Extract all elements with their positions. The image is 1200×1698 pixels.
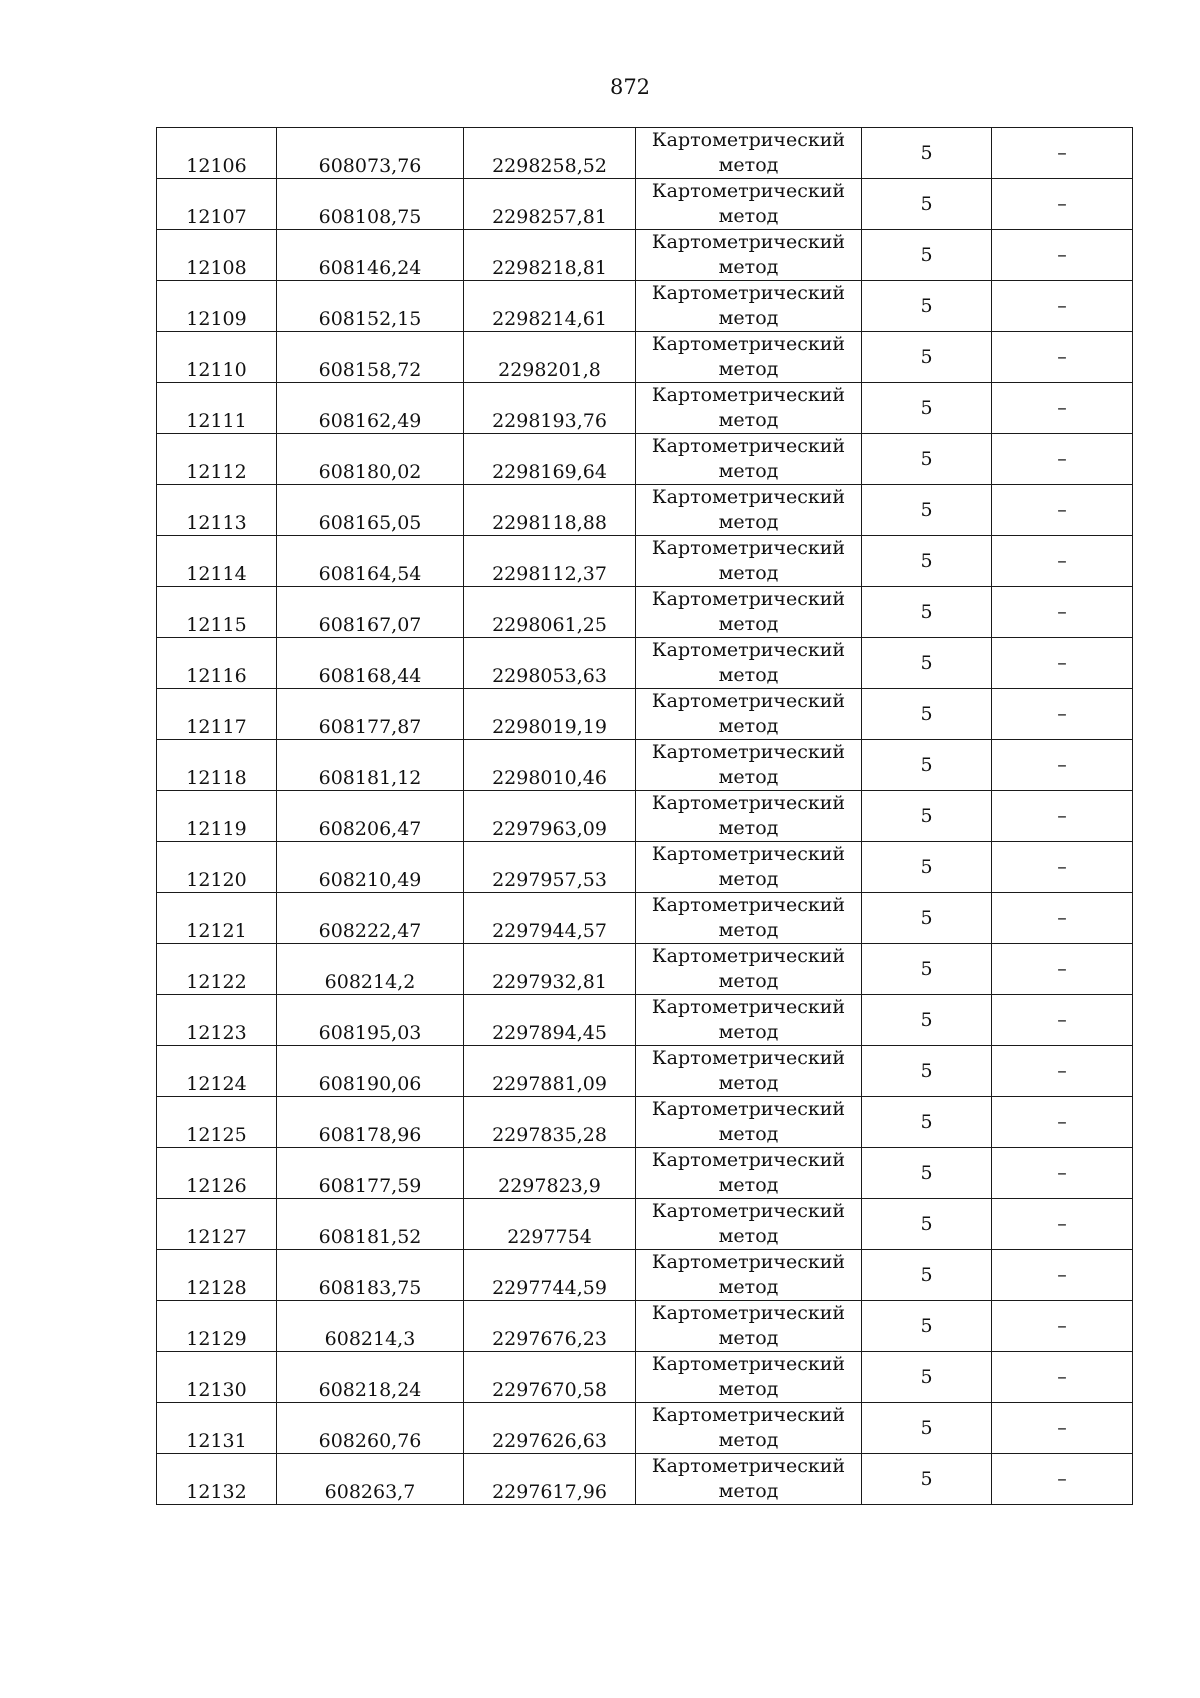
point-number-cell: 12106 — [157, 128, 277, 179]
point-number-cell: 12128 — [157, 1250, 277, 1301]
y-coordinate-cell: 2297823,9 — [464, 1148, 636, 1199]
table-row — [157, 434, 1133, 485]
table-row — [157, 842, 1133, 893]
method-cell: Картометрический метод — [636, 230, 862, 281]
method-cell: Картометрический метод — [636, 1199, 862, 1250]
note-cell: – — [992, 1199, 1133, 1250]
precision-cell: 5 — [862, 893, 992, 944]
point-number-cell: 12113 — [157, 485, 277, 536]
y-coordinate-cell: 2297744,59 — [464, 1250, 636, 1301]
precision-cell: 5 — [862, 1403, 992, 1454]
x-coordinate-cell: 608168,44 — [277, 638, 464, 689]
x-coordinate-cell: 608214,3 — [277, 1301, 464, 1352]
method-cell: Картометрический метод — [636, 638, 862, 689]
point-number-cell: 12107 — [157, 179, 277, 230]
note-cell: – — [992, 1301, 1133, 1352]
point-number-cell: 12125 — [157, 1097, 277, 1148]
precision-cell: 5 — [862, 842, 992, 893]
note-cell: – — [992, 1352, 1133, 1403]
method-cell: Картометрический метод — [636, 842, 862, 893]
method-cell: Картометрический метод — [636, 1097, 862, 1148]
table-row — [157, 638, 1133, 689]
y-coordinate-cell: 2298061,25 — [464, 587, 636, 638]
table-row — [157, 689, 1133, 740]
x-coordinate-cell: 608165,05 — [277, 485, 464, 536]
y-coordinate-cell: 2297754 — [464, 1199, 636, 1250]
y-coordinate-cell: 2297944,57 — [464, 893, 636, 944]
y-coordinate-cell: 2298257,81 — [464, 179, 636, 230]
table-row — [157, 485, 1133, 536]
x-coordinate-cell: 608158,72 — [277, 332, 464, 383]
y-coordinate-cell: 2298169,64 — [464, 434, 636, 485]
table-row — [157, 1250, 1133, 1301]
y-coordinate-cell: 2297894,45 — [464, 995, 636, 1046]
method-cell: Картометрический метод — [636, 536, 862, 587]
x-coordinate-cell: 608190,06 — [277, 1046, 464, 1097]
coordinates-table — [156, 127, 1133, 1505]
note-cell: – — [992, 332, 1133, 383]
point-number-cell: 12116 — [157, 638, 277, 689]
precision-cell: 5 — [862, 1454, 992, 1505]
x-coordinate-cell: 608180,02 — [277, 434, 464, 485]
precision-cell: 5 — [862, 587, 992, 638]
x-coordinate-cell: 608108,75 — [277, 179, 464, 230]
precision-cell: 5 — [862, 383, 992, 434]
x-coordinate-cell: 608177,59 — [277, 1148, 464, 1199]
precision-cell: 5 — [862, 1148, 992, 1199]
point-number-cell: 12114 — [157, 536, 277, 587]
table-row — [157, 1046, 1133, 1097]
x-coordinate-cell: 608195,03 — [277, 995, 464, 1046]
note-cell: – — [992, 128, 1133, 179]
point-number-cell: 12131 — [157, 1403, 277, 1454]
x-coordinate-cell: 608162,49 — [277, 383, 464, 434]
y-coordinate-cell: 2298193,76 — [464, 383, 636, 434]
method-cell: Картометрический метод — [636, 485, 862, 536]
precision-cell: 5 — [862, 995, 992, 1046]
note-cell: – — [992, 1454, 1133, 1505]
precision-cell: 5 — [862, 944, 992, 995]
x-coordinate-cell: 608181,12 — [277, 740, 464, 791]
page-number: 872 — [609, 75, 651, 99]
note-cell: – — [992, 485, 1133, 536]
table-row — [157, 1301, 1133, 1352]
note-cell: – — [992, 1250, 1133, 1301]
y-coordinate-cell: 2297626,63 — [464, 1403, 636, 1454]
y-coordinate-cell: 2297881,09 — [464, 1046, 636, 1097]
table-row — [157, 944, 1133, 995]
precision-cell: 5 — [862, 536, 992, 587]
point-number-cell: 12117 — [157, 689, 277, 740]
method-cell: Картометрический метод — [636, 1301, 862, 1352]
point-number-cell: 12120 — [157, 842, 277, 893]
y-coordinate-cell: 2298214,61 — [464, 281, 636, 332]
method-cell: Картометрический метод — [636, 1148, 862, 1199]
table-row — [157, 281, 1133, 332]
table-row — [157, 1403, 1133, 1454]
y-coordinate-cell: 2298118,88 — [464, 485, 636, 536]
method-cell: Картометрический метод — [636, 689, 862, 740]
x-coordinate-cell: 608146,24 — [277, 230, 464, 281]
note-cell: – — [992, 383, 1133, 434]
note-cell: – — [992, 1097, 1133, 1148]
precision-cell: 5 — [862, 1199, 992, 1250]
method-cell: Картометрический метод — [636, 1046, 862, 1097]
precision-cell: 5 — [862, 128, 992, 179]
y-coordinate-cell: 2298010,46 — [464, 740, 636, 791]
point-number-cell: 12132 — [157, 1454, 277, 1505]
note-cell: – — [992, 995, 1133, 1046]
y-coordinate-cell: 2297957,53 — [464, 842, 636, 893]
y-coordinate-cell: 2298019,19 — [464, 689, 636, 740]
y-coordinate-cell: 2297617,96 — [464, 1454, 636, 1505]
method-cell: Картометрический метод — [636, 1250, 862, 1301]
point-number-cell: 12109 — [157, 281, 277, 332]
precision-cell: 5 — [862, 740, 992, 791]
method-cell: Картометрический метод — [636, 944, 862, 995]
precision-cell: 5 — [862, 332, 992, 383]
y-coordinate-cell: 2298218,81 — [464, 230, 636, 281]
table-row — [157, 179, 1133, 230]
point-number-cell: 12122 — [157, 944, 277, 995]
table-row — [157, 536, 1133, 587]
note-cell: – — [992, 893, 1133, 944]
precision-cell: 5 — [862, 1352, 992, 1403]
table-row — [157, 995, 1133, 1046]
precision-cell: 5 — [862, 638, 992, 689]
precision-cell: 5 — [862, 791, 992, 842]
y-coordinate-cell: 2297932,81 — [464, 944, 636, 995]
x-coordinate-cell: 608210,49 — [277, 842, 464, 893]
point-number-cell: 12124 — [157, 1046, 277, 1097]
x-coordinate-cell: 608222,47 — [277, 893, 464, 944]
x-coordinate-cell: 608167,07 — [277, 587, 464, 638]
note-cell: – — [992, 1148, 1133, 1199]
point-number-cell: 12123 — [157, 995, 277, 1046]
point-number-cell: 12108 — [157, 230, 277, 281]
x-coordinate-cell: 608164,54 — [277, 536, 464, 587]
coordinates-table-body — [157, 128, 1133, 1505]
precision-cell: 5 — [862, 689, 992, 740]
method-cell: Картометрический метод — [636, 1352, 862, 1403]
x-coordinate-cell: 608073,76 — [277, 128, 464, 179]
note-cell: – — [992, 791, 1133, 842]
method-cell: Картометрический метод — [636, 332, 862, 383]
note-cell: – — [992, 1403, 1133, 1454]
y-coordinate-cell: 2297676,23 — [464, 1301, 636, 1352]
y-coordinate-cell: 2298053,63 — [464, 638, 636, 689]
method-cell: Картометрический метод — [636, 383, 862, 434]
note-cell: – — [992, 944, 1133, 995]
precision-cell: 5 — [862, 1250, 992, 1301]
note-cell: – — [992, 842, 1133, 893]
table-row — [157, 128, 1133, 179]
y-coordinate-cell: 2298201,8 — [464, 332, 636, 383]
point-number-cell: 12127 — [157, 1199, 277, 1250]
y-coordinate-cell: 2297670,58 — [464, 1352, 636, 1403]
table-row — [157, 1454, 1133, 1505]
note-cell: – — [992, 536, 1133, 587]
x-coordinate-cell: 608214,2 — [277, 944, 464, 995]
x-coordinate-cell: 608218,24 — [277, 1352, 464, 1403]
precision-cell: 5 — [862, 179, 992, 230]
table-row — [157, 791, 1133, 842]
table-row — [157, 230, 1133, 281]
method-cell: Картометрический метод — [636, 281, 862, 332]
table-row — [157, 1199, 1133, 1250]
point-number-cell: 12112 — [157, 434, 277, 485]
method-cell: Картометрический метод — [636, 128, 862, 179]
point-number-cell: 12111 — [157, 383, 277, 434]
y-coordinate-cell: 2298112,37 — [464, 536, 636, 587]
method-cell: Картометрический метод — [636, 1403, 862, 1454]
method-cell: Картометрический метод — [636, 434, 862, 485]
point-number-cell: 12119 — [157, 791, 277, 842]
method-cell: Картометрический метод — [636, 587, 862, 638]
method-cell: Картометрический метод — [636, 740, 862, 791]
method-cell: Картометрический метод — [636, 791, 862, 842]
x-coordinate-cell: 608263,7 — [277, 1454, 464, 1505]
note-cell: – — [992, 230, 1133, 281]
point-number-cell: 12121 — [157, 893, 277, 944]
method-cell: Картометрический метод — [636, 995, 862, 1046]
point-number-cell: 12129 — [157, 1301, 277, 1352]
note-cell: – — [992, 638, 1133, 689]
precision-cell: 5 — [862, 485, 992, 536]
x-coordinate-cell: 608178,96 — [277, 1097, 464, 1148]
table-row — [157, 587, 1133, 638]
precision-cell: 5 — [862, 230, 992, 281]
table-row — [157, 893, 1133, 944]
x-coordinate-cell: 608177,87 — [277, 689, 464, 740]
y-coordinate-cell: 2297963,09 — [464, 791, 636, 842]
precision-cell: 5 — [862, 1301, 992, 1352]
method-cell: Картометрический метод — [636, 893, 862, 944]
point-number-cell: 12126 — [157, 1148, 277, 1199]
note-cell: – — [992, 434, 1133, 485]
point-number-cell: 12130 — [157, 1352, 277, 1403]
method-cell: Картометрический метод — [636, 1454, 862, 1505]
x-coordinate-cell: 608183,75 — [277, 1250, 464, 1301]
point-number-cell: 12115 — [157, 587, 277, 638]
note-cell: – — [992, 740, 1133, 791]
x-coordinate-cell: 608181,52 — [277, 1199, 464, 1250]
y-coordinate-cell: 2298258,52 — [464, 128, 636, 179]
precision-cell: 5 — [862, 1097, 992, 1148]
x-coordinate-cell: 608260,76 — [277, 1403, 464, 1454]
note-cell: – — [992, 281, 1133, 332]
point-number-cell: 12118 — [157, 740, 277, 791]
y-coordinate-cell: 2297835,28 — [464, 1097, 636, 1148]
note-cell: – — [992, 689, 1133, 740]
x-coordinate-cell: 608206,47 — [277, 791, 464, 842]
precision-cell: 5 — [862, 1046, 992, 1097]
table-row — [157, 1148, 1133, 1199]
precision-cell: 5 — [862, 434, 992, 485]
note-cell: – — [992, 587, 1133, 638]
precision-cell: 5 — [862, 281, 992, 332]
table-row — [157, 383, 1133, 434]
table-row — [157, 1097, 1133, 1148]
note-cell: – — [992, 179, 1133, 230]
table-row — [157, 332, 1133, 383]
x-coordinate-cell: 608152,15 — [277, 281, 464, 332]
note-cell: – — [992, 1046, 1133, 1097]
table-row — [157, 740, 1133, 791]
table-row — [157, 1352, 1133, 1403]
point-number-cell: 12110 — [157, 332, 277, 383]
method-cell: Картометрический метод — [636, 179, 862, 230]
